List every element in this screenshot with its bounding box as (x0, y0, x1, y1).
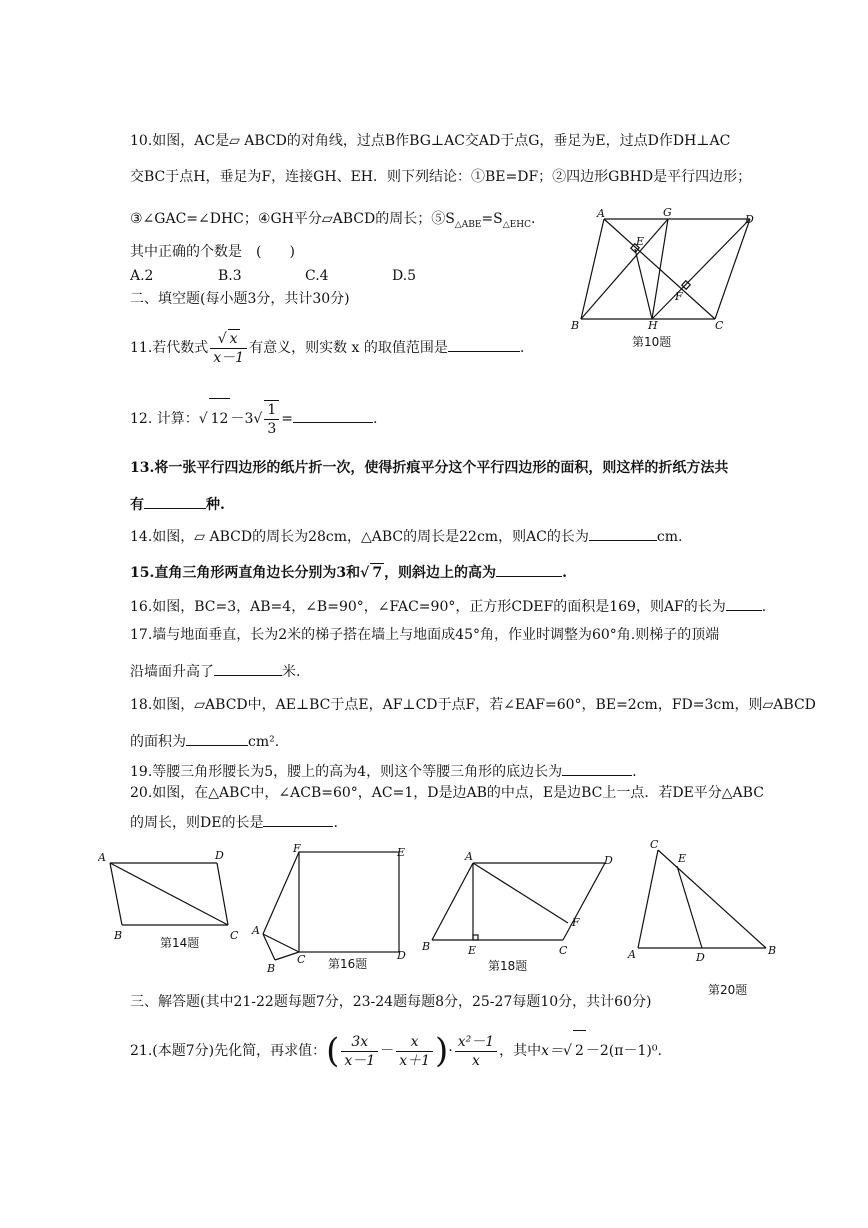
q21-sqrt: 2 (573, 1030, 586, 1071)
q21-where: ，其中 (499, 1043, 542, 1059)
q21-f2-num: x (396, 1033, 433, 1052)
section2-title: 二、填空题(每小题3分，共计30分) (130, 291, 350, 307)
q11-answer-blank[interactable] (448, 337, 520, 352)
q21-f1-den: x－1 (344, 1052, 376, 1069)
q21-prefix: 21.(本题7分)先化简，再求值： (130, 1043, 327, 1059)
q15-text-a: 15.直角三角形两直角边长分别为3和 (130, 565, 361, 581)
f16-label-e: E (397, 846, 406, 859)
q17-line2-a: 沿墙面升高了 (130, 664, 214, 680)
f18-label-b: B (422, 940, 431, 953)
q11-fraction: $\frac{√ x}{x-1}$ (210, 329, 247, 367)
q21-minus: － (380, 1043, 395, 1059)
figure-20 (622, 836, 782, 966)
q21-f1-num: 3x (341, 1033, 378, 1052)
q12-prefix: 12. 计算： (130, 411, 199, 427)
q10-option-a: A.2 (130, 268, 154, 284)
q21-x-eq: x＝ (541, 1043, 564, 1059)
q11-den: x－1 (213, 350, 245, 366)
figure-20-caption: 第20题 (708, 983, 748, 997)
q19-answer-blank[interactable] (562, 761, 632, 776)
q14-answer-blank[interactable] (589, 526, 657, 541)
q12-end: . (372, 411, 378, 427)
f18-label-a: A (465, 850, 473, 863)
f20-label-d: D (696, 951, 705, 964)
f16-label-f: F (293, 842, 301, 855)
q17-line2 (130, 661, 300, 681)
q21-frac3 (455, 1033, 497, 1070)
q12-frac-den: 3 (267, 421, 277, 437)
q21-frac2 (396, 1033, 433, 1070)
q18-line2 (130, 731, 279, 751)
f14-label-c: C (230, 929, 239, 942)
q10-eq: =S (481, 211, 503, 227)
q20-answer-blank[interactable] (263, 812, 333, 827)
q10-option-c: C.4 (305, 268, 329, 284)
q10-line3-text: ③∠GAC=∠DHC；④GH平分▱ABCD的周长；⑤S (130, 211, 455, 227)
q15-answer-blank[interactable] (496, 562, 562, 577)
f14-label-b: B (114, 929, 123, 942)
q19-end: . (632, 764, 637, 780)
f16-label-b: B (267, 962, 276, 975)
q15-end: . (562, 565, 567, 581)
q11-prefix: 11.若代数式 (130, 340, 209, 356)
q13-line2 (130, 494, 225, 514)
q20-end: . (333, 815, 338, 831)
q21-f3-den: x (471, 1052, 480, 1069)
q17-answer-blank[interactable] (214, 661, 282, 676)
q13-line1: 13.将一张平行四边形的纸片折一次，使得折痕平分这个平行四边形的面积，则这样的折纸方法共 (130, 460, 729, 476)
q12-frac-num: 1 (264, 401, 279, 420)
q14-text-b: cm. (656, 529, 683, 545)
f10-label-a: A (597, 207, 605, 220)
f10-label-f: F (675, 290, 683, 303)
q15: 15.直角三角形两直角边长分别为3和√ 7 ，则斜边上的高为 . (130, 562, 567, 582)
figure-10 (565, 205, 765, 335)
q12-answer-blank[interactable] (293, 408, 373, 423)
q10-option-b: B.3 (218, 268, 242, 284)
q15-text-b: ，则斜边上的高为 (384, 565, 497, 581)
q19-text-a: 19.等腰三角形腰长为5，腰上的高为4，则这个等腰三角形的底边长为 (130, 764, 563, 780)
q13-line2-b: 种. (206, 497, 225, 513)
q11-suffix: 有意义，则实数 x 的取值范围是 (249, 340, 448, 356)
q21-frac1 (341, 1033, 378, 1070)
figure-18 (422, 846, 622, 966)
q15-sqrt: 7 (372, 565, 383, 581)
q10-sub2: △EHC (502, 219, 531, 230)
f20-label-e: E (678, 852, 687, 865)
q13-answer-blank[interactable] (144, 494, 206, 509)
q10-stem: 其中正确的个数是 ( ) (130, 244, 295, 260)
q20-line2 (130, 812, 338, 832)
q10-sub1: △ABE (454, 219, 482, 230)
q21-f3-num: x²－1 (455, 1033, 497, 1052)
f10-label-d: D (745, 213, 754, 226)
f10-label-g: G (663, 206, 672, 219)
q16 (130, 596, 766, 616)
figure-14-caption: 第14题 (160, 936, 200, 950)
f16-label-c: C (297, 953, 306, 966)
q12-fraction (264, 400, 279, 438)
q21: 21.(本题7分)先化简，再求值：( $\frac{3x}{x-1}$ － $\frac{x}{x+1}$ )· $\frac{\text{x²－1}}{x}$ ，其中x＝√ 2 －2(π－1)⁰. (130, 1031, 662, 1071)
f20-label-b: B (768, 944, 777, 957)
f14-label-d: D (215, 849, 224, 862)
q10-option-d: D.5 (392, 268, 417, 284)
f20-label-c: C (650, 838, 659, 851)
q13-line2-a: 有 (130, 497, 144, 513)
section3-title: 三、解答题(其中21-22题每题7分，23-24题每题8分，25-27每题10分，共计60分) (130, 994, 652, 1010)
f10-label-b: B (571, 319, 580, 332)
f14-label-a: A (98, 851, 106, 864)
q20-line1: 20.如图，在△ABC中，∠ACB=60°，AC=1，D是边AB的中点，E是边BC上一点．若DE平分△ABC (130, 785, 764, 801)
q12-minus: －3 (230, 411, 254, 427)
f18-label-f: F (572, 916, 580, 929)
q14-text-a: 14.如图，▱ ABCD的周长为28cm，△ABC的周长是22cm，则AC的长为 (130, 529, 589, 545)
q10-line1: 10.如图，AC是▱ ABCD的对角线，过点B作BG⊥AC交AD于点G，垂足为E，过点D作DH⊥AC (130, 133, 731, 149)
q21-end: . (657, 1043, 662, 1059)
f16-label-d: D (397, 949, 406, 962)
q11-num: x (229, 331, 238, 347)
q18-line2-a: 的面积为 (130, 734, 186, 750)
q21-f2-den: x＋1 (399, 1052, 430, 1069)
q16-text-a: 16.如图，BC=3，AB=4，∠B=90°，∠FAC=90°，正方形CDEF的面积是169，则AF的长为 (130, 599, 726, 615)
q10-line3 (130, 210, 535, 234)
q12-eq: = (281, 411, 293, 427)
q10-end: . (530, 211, 536, 227)
f18-label-c: C (559, 944, 568, 957)
q12-radicand: 12 (209, 398, 231, 439)
f16-label-a: A (252, 924, 260, 937)
f20-label-a: A (628, 948, 636, 961)
q11 (130, 328, 524, 368)
q16-answer-blank[interactable] (726, 596, 762, 611)
f10-label-e: E (636, 235, 645, 248)
q16-end: . (761, 599, 767, 615)
q19 (130, 761, 637, 781)
q17-line2-b: 米. (282, 664, 301, 680)
q10-line2: 交BC于点H，垂足为F，连接GH、EH．则下列结论：①BE=DF；②四边形GBHD是平行四边形； (130, 169, 752, 185)
figure-16-caption: 第16题 (328, 957, 368, 971)
q18-line2-b: cm². (248, 734, 280, 750)
f18-label-d: D (604, 854, 613, 867)
q21-dot: · (448, 1043, 453, 1059)
figure-10-caption: 第10题 (632, 335, 672, 349)
figure-14 (98, 843, 248, 943)
q18-answer-blank[interactable] (186, 731, 248, 746)
q14 (130, 526, 682, 546)
q17-line1: 17.墙与地面垂直，长为2米的梯子搭在墙上与地面成45°角，作业时调整为60°角.则梯子的顶端 (130, 627, 720, 643)
f10-label-c: C (715, 319, 724, 332)
f18-label-e: E (468, 944, 477, 957)
f10-label-h: H (648, 319, 658, 332)
q20-line2-a: 的周长，则DE的长是 (130, 815, 264, 831)
q18-line1: 18.如图，▱ABCD中，AE⊥BC于点E，AF⊥CD于点F，若∠EAF=60°，BE=2cm，FD=3cm，则▱ABCD (130, 697, 816, 713)
q11-end: . (519, 340, 525, 356)
q21-tail: －2(π－1)⁰ (585, 1043, 658, 1059)
figure-18-caption: 第18题 (488, 959, 528, 973)
q12: 12. 计算：√ 12 －3√ $\frac{1}{3}$ = . (130, 398, 377, 439)
